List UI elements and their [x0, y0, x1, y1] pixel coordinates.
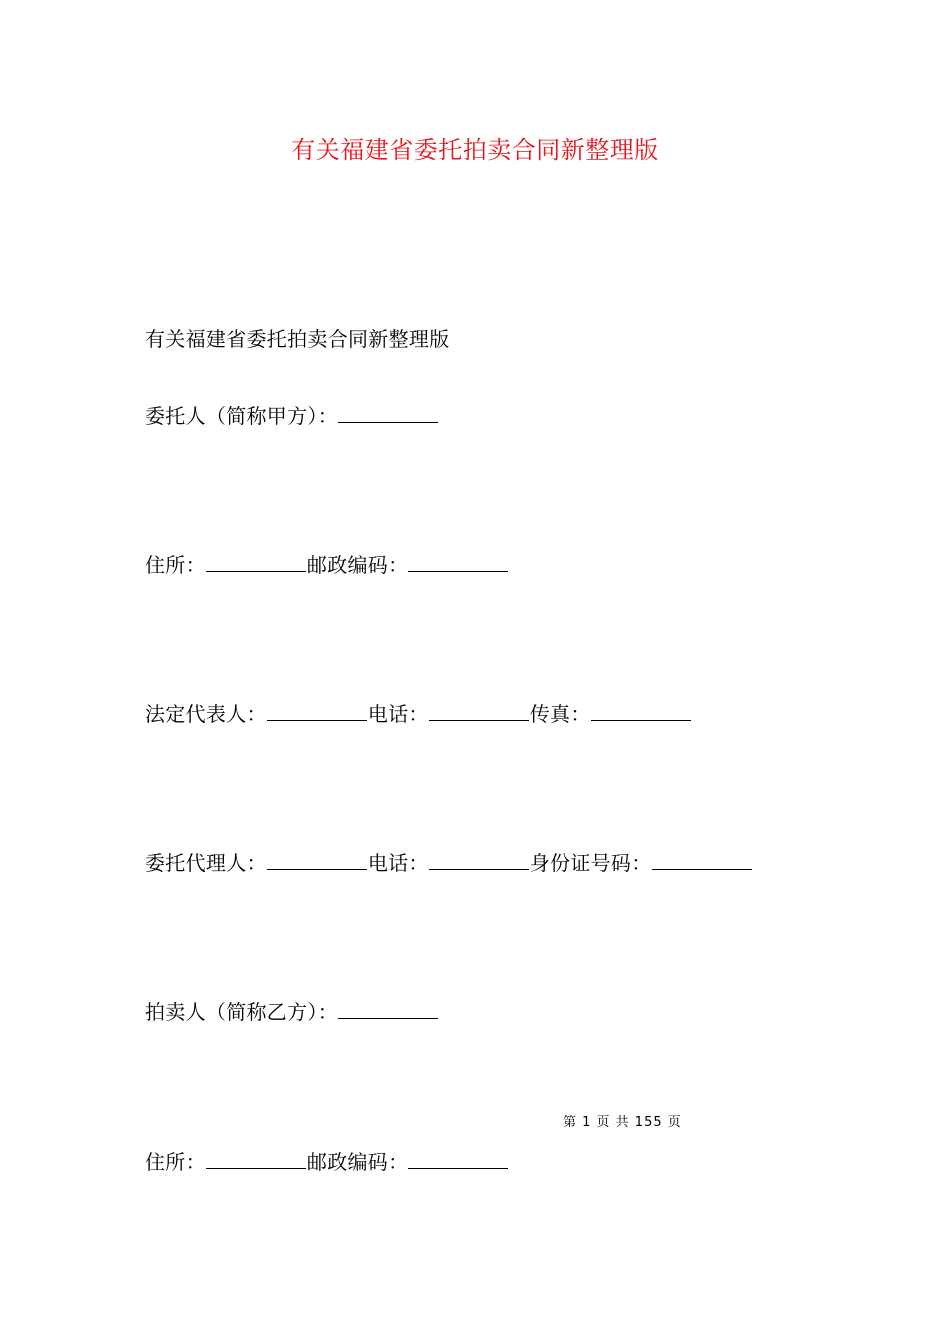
fax-blank[interactable] — [591, 698, 691, 721]
principal-row — [145, 400, 439, 431]
postcode-blank-2[interactable] — [408, 1146, 508, 1169]
legal-rep-row — [145, 698, 692, 729]
principal-label: 委托人（简称甲方）： — [145, 404, 338, 428]
auctioneer-row — [145, 996, 439, 1027]
legal-rep-blank[interactable] — [267, 698, 367, 721]
agent-row — [145, 847, 753, 878]
postcode-label: 邮政编码： — [306, 553, 409, 577]
auctioneer-blank[interactable] — [338, 996, 438, 1019]
agent-phone-label: 电话： — [367, 851, 429, 875]
phone-label: 电话： — [367, 702, 429, 726]
postcode-label-2: 邮政编码： — [306, 1150, 409, 1174]
page-footer: 第 1 页 共 155 页 — [563, 1115, 682, 1130]
auctioneer-label: 拍卖人（简称乙方）： — [145, 1000, 338, 1024]
document-subtitle: 有关福建省委托拍卖合同新整理版 — [145, 327, 450, 351]
id-number-blank[interactable] — [652, 847, 752, 870]
address-blank-2[interactable] — [206, 1146, 306, 1169]
address-label-2: 住所： — [145, 1150, 206, 1174]
address-label: 住所： — [145, 553, 206, 577]
legal-rep-label: 法定代表人： — [145, 702, 267, 726]
id-number-label: 身份证号码： — [529, 851, 652, 875]
auctioneer-address-row — [145, 1146, 509, 1177]
address-blank[interactable] — [206, 549, 306, 572]
postcode-blank[interactable] — [408, 549, 508, 572]
agent-label: 委托代理人： — [145, 851, 267, 875]
principal-blank[interactable] — [338, 400, 438, 423]
phone-blank[interactable] — [429, 698, 529, 721]
document-title: 有关福建省委托拍卖合同新整理版 — [291, 136, 659, 164]
agent-blank[interactable] — [267, 847, 367, 870]
principal-address-row — [145, 549, 509, 580]
fax-label: 传真： — [529, 702, 591, 726]
agent-phone-blank[interactable] — [429, 847, 529, 870]
